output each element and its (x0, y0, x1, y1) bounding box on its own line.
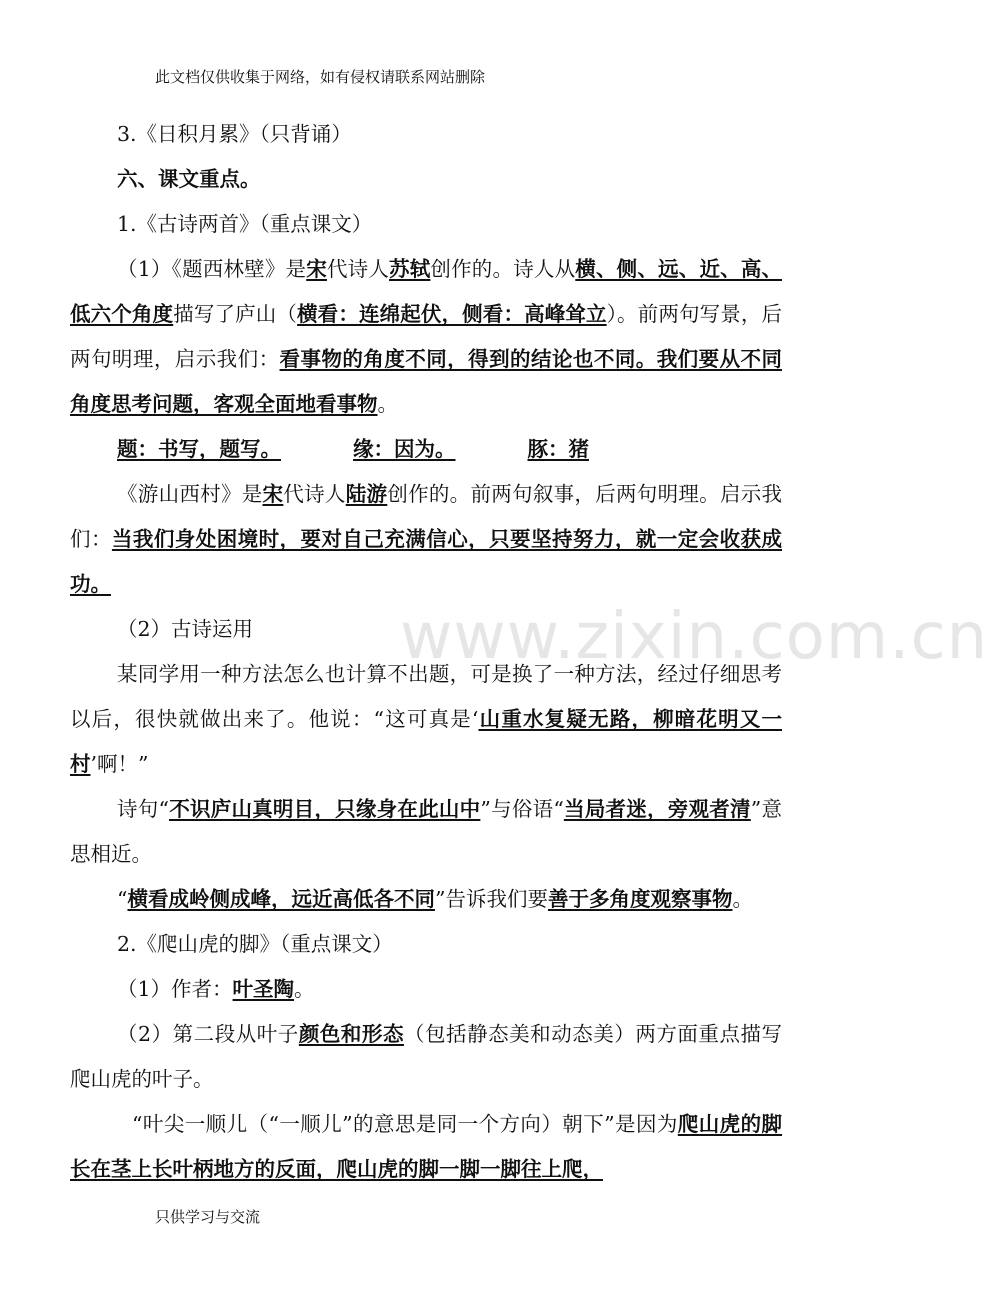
word-notes (70, 427, 782, 472)
highlight-proverb: 当局者迷，旁观者清 (563, 797, 751, 821)
highlight-quote: 横看成岭侧成峰，远近高低各不同 (127, 887, 435, 911)
text: （1）《题西林壁》是 (117, 257, 307, 281)
text: 。 (732, 887, 753, 911)
highlight-poet: 苏轼 (389, 257, 431, 281)
text: 代诗人 (326, 257, 390, 281)
note-tun: 豚：猪 (527, 437, 589, 461)
highlight-lesson: 看事物的角度不同，得到的结论也不同。我们要从不同角度思考问题，客观全面地看事物 (70, 347, 782, 416)
document-body (70, 112, 782, 1192)
paragraph-leaf-tips (70, 1102, 782, 1192)
paragraph-leaves (70, 1012, 782, 1102)
text: ’啊！” (90, 752, 149, 776)
text: 诗句“ (117, 797, 169, 821)
highlight-reason: 爬山虎的脚长在茎上长叶柄地方的反面，爬山虎的脚一脚一脚往上爬， (70, 1112, 783, 1181)
paragraph-usage-example (70, 652, 782, 787)
paragraph-proverb (70, 787, 782, 877)
highlight-angles: 横、侧、远、近、高、低六个角度 (70, 257, 783, 326)
highlight-dynasty: 宋 (262, 482, 284, 506)
text: 创作的。前两句叙事，后两句明理。启示我们： (70, 482, 783, 551)
highlight-quote: 山重水复疑无路，柳暗花明又一村 (70, 707, 782, 776)
highlight-lesson: 当我们身处困境时，要对自己充满信心，只要坚持努力，就一定会收获成功。 (70, 527, 783, 596)
text: 创作的。诗人从 (430, 257, 576, 281)
watermark: www.zixin.com.cn (400, 600, 988, 674)
item-pashanhu-title: 2.《爬山虎的脚》（重点课文） (117, 932, 393, 956)
text: “ (117, 887, 128, 911)
text: 某同学用一种方法怎么也计算不出题，可是换了一种方法，经过仔细思考以后，很快就做出来了。他说：“这可真是‘ (70, 662, 782, 731)
highlight-dynasty: 宋 (306, 257, 327, 281)
text: 代诗人 (283, 482, 346, 506)
text: ”意思相近。 (70, 797, 783, 866)
text: 《游山西村》是 (117, 482, 263, 506)
item-rijiyuelei: 3.《日积月累》（只背诵） (117, 122, 352, 146)
text: ）。前两句写景，后两句明理，启示我们： (70, 302, 783, 371)
page-footer: 只供学习与交流 (155, 1208, 261, 1226)
text: （2）第二段从叶子 (117, 1022, 299, 1046)
paragraph-multi-angle (70, 877, 782, 922)
text: ”与俗语“ (480, 797, 564, 821)
note-ti: 题：书写，题写。 (117, 437, 281, 461)
section-heading: 六、课文重点。 (117, 167, 261, 191)
item-author (70, 967, 782, 1012)
highlight-author: 叶圣陶 (232, 977, 295, 1001)
text: ”告诉我们要 (434, 887, 548, 911)
page-header: 此文档仅供收集于网络，如有侵权请联系网站删除 (155, 68, 486, 86)
text: 。 (377, 392, 398, 416)
highlight-views: 横看：连绵起伏，侧看：高峰耸立 (297, 302, 607, 326)
paragraph-tixilinbi (70, 247, 782, 427)
note-yuan: 缘：因为。 (353, 437, 456, 461)
text: （包括静态美和动态美）两方面重点描写爬山虎的叶子。 (70, 1022, 783, 1091)
highlight-quote: 不识庐山真明目，只缘身在此山中 (168, 797, 481, 821)
highlight-color-shape: 颜色和形态 (298, 1022, 404, 1046)
highlight-poet: 陆游 (345, 482, 388, 506)
item-gushi-title: 1.《古诗两首》（重点课文） (117, 212, 373, 236)
item-poem-usage: （2）古诗运用 (117, 617, 254, 641)
text: （1）作者： (117, 977, 233, 1001)
paragraph-youshanxicun (70, 472, 782, 607)
text: “叶尖一顺儿（“一顺儿”的意思是同一个方向）朝下”是因为 (132, 1112, 678, 1136)
text: 。 (294, 977, 315, 1001)
text: 描写了庐山（ (173, 302, 298, 326)
highlight-lesson: 善于多角度观察事物 (547, 887, 733, 911)
